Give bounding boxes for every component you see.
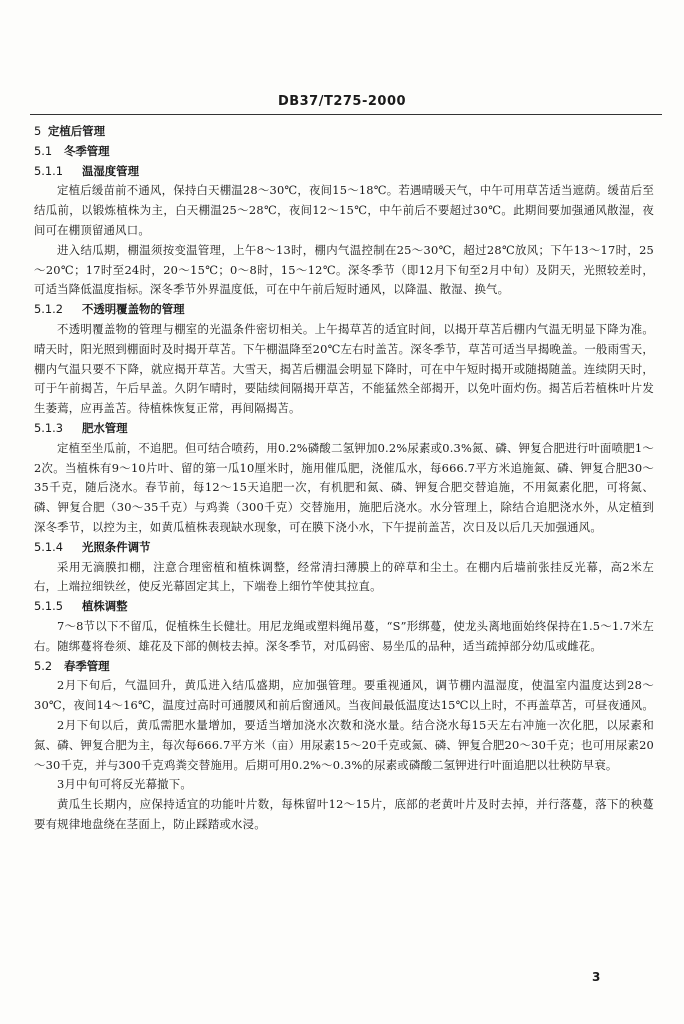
section-heading xyxy=(34,122,654,142)
paragraph: 黄瓜生长期内，应保持适宜的功能叶片数，每株留叶12～15片，底部的老黄叶片及时去掉，并行落蔓，落下的秧蔓要有规律地盘绕在茎面上，防止踩踏或水浸。 xyxy=(34,797,654,831)
section-number: 5.1.3 xyxy=(34,420,63,435)
section-number: 5.1 xyxy=(34,143,53,158)
section-heading xyxy=(34,597,654,617)
section-heading xyxy=(34,300,654,320)
section-number: 5.1.2 xyxy=(34,302,63,317)
paragraph: 3月中旬可将反光幕撤下。 xyxy=(57,777,192,792)
section-heading xyxy=(34,657,654,677)
section-heading xyxy=(34,538,654,558)
section-heading xyxy=(34,419,654,439)
section-heading xyxy=(34,162,654,182)
section-title: 肥水管理 xyxy=(82,420,128,435)
paragraph: 2月下旬后，气温回升，黄瓜进入结瓜盛期，应加强管理。要重视通风，调节棚内温湿度，使温室内温度达到28～30℃，夜间14～16℃，温度过高时可通腰风和前后窗通风。当夜间最低温度达15℃以上时，不再盖草苫，可昼夜通风。 xyxy=(34,678,654,713)
paragraph: 2月下旬以后，黄瓜需肥水量增加，要适当增加浇水次数和浇水量。结合浇水每15天左右冲施一次化肥，以尿素和氮、磷、钾复合肥为主，每次每666.7平方米（亩）用尿素15～20千克或氮、磷、钾复合肥20～30千克；也可用尿素20～30千克，并与300千克鸡粪交替施用。后期可用0.2%～0.3%的尿素或磷酸二氢钾进行叶面追肥以壮秧防早衰。 xyxy=(34,717,654,772)
page-number: 3 xyxy=(592,970,601,984)
paragraph: 采用无滴膜扣棚，注意合理密植和植株调整，经常清扫薄膜上的碎草和尘土。在棚内后墙前张挂反光幕，高2米左右，上端拉细铁丝，使反光幕固定其上，下端卷上细竹竿使其拉直。 xyxy=(34,559,654,594)
section-title: 春季管理 xyxy=(64,658,110,673)
section-number: 5 xyxy=(34,124,42,138)
paragraph: 定植后缓苗前不通风，保持白天棚温28～30℃，夜间15～18℃。若遇晴暖天气，中午可用草苫适当遮荫。缓苗后至结瓜前，以锻炼植株为主，白天棚温25～28℃，夜间12～15℃，中午前后不要超过30℃。此期间要加强通风散湿，夜间可在棚顶留通风口。 xyxy=(34,183,654,237)
paragraph: 定植至坐瓜前，不追肥。但可结合喷药，用0.2%磷酸二氢钾加0.2%尿素或0.3%氮、磷、钾复合肥进行叶面喷肥1～2次。当植株有9～10片叶、留的第一瓜10厘米时，施用催瓜肥，浇催瓜水，每666.7平方米追施氮、磷、钾复合肥30～35千克，随后浇水。春节前，每12～15天追肥一次，有机肥和氮、磷、钾复合肥交替追施，不用氮素化肥，可将氮、磷、钾复合肥（30～35千克）与鸡粪（300千克）交替施用，施肥后浇水。水分管理上，除结合追肥浇水外，从定植到深冬季节，以控为主，如黄瓜植株表现缺水现象，可在膜下浇小水，下午提前盖苫，次日及以后几天加强通风。 xyxy=(34,440,654,534)
section-title: 冬季管理 xyxy=(64,143,110,158)
standard-code: DB37/T275-2000 xyxy=(277,94,407,109)
section-title: 定植后管理 xyxy=(48,124,105,138)
header-rule xyxy=(30,114,662,115)
section-number: 5.2 xyxy=(34,658,53,673)
section-title: 不透明覆盖物的管理 xyxy=(82,302,185,317)
section-number: 5.1.5 xyxy=(34,599,63,614)
section-title: 温湿度管理 xyxy=(82,163,139,178)
section-number: 5.1.1 xyxy=(34,163,63,178)
paragraph: 7～8节以下不留瓜，促植株生长健壮。用尼龙绳或塑料绳吊蔓，“S”形绑蔓，使龙头离地面始终保持在1.5～1.7米左右。随绑蔓将卷须、雄花及下部的侧枝去掉。深冬季节，对瓜码密、易坐瓜的品种，适当疏掉部分幼瓜或雌花。 xyxy=(34,618,654,653)
section-number: 5.1.4 xyxy=(34,539,63,554)
section-heading xyxy=(34,142,654,162)
section-title: 光照条件调节 xyxy=(82,539,151,554)
document-body xyxy=(34,122,654,835)
paragraph: 进入结瓜期，棚温须按变温管理，上午8～13时，棚内气温控制在25～30℃，超过28℃放风；下午13～17时，25～20℃；17时至24时，20～15℃；0～8时，15～12℃。深冬季节（即12月下旬至2月中旬）及阴天，光照较差时，可适当降低温度指标。深冬季节外界温度低，可在中午前后短时通风，以降温、散湿、换气。 xyxy=(34,242,654,297)
section-title: 植株调整 xyxy=(82,599,128,614)
paragraph: 不透明覆盖物的管理与棚室的光温条件密切相关。上午揭草苫的适宜时间，以揭开草苫后棚内气温无明显下降为准。晴天时，阳光照到棚面时及时揭开草苫。下午棚温降至20℃左右时盖苫。深冬季节，草苫可适当早揭晚盖。一般雨雪天，棚内气温只要不下降，就应揭开草苫。大雪天，揭苫后棚温会明显下降时，可在中午短时揭开或随揭随盖。连续阴天时，可于午前揭苫，午后早盖。久阴乍晴时，要陆续间隔揭开草苫，不能猛然全部揭开，以免叶面灼伤。揭苫后若植株叶片发生萎蔫，应再盖苫。待植株恢复正常，再间隔揭苫。 xyxy=(34,321,654,416)
